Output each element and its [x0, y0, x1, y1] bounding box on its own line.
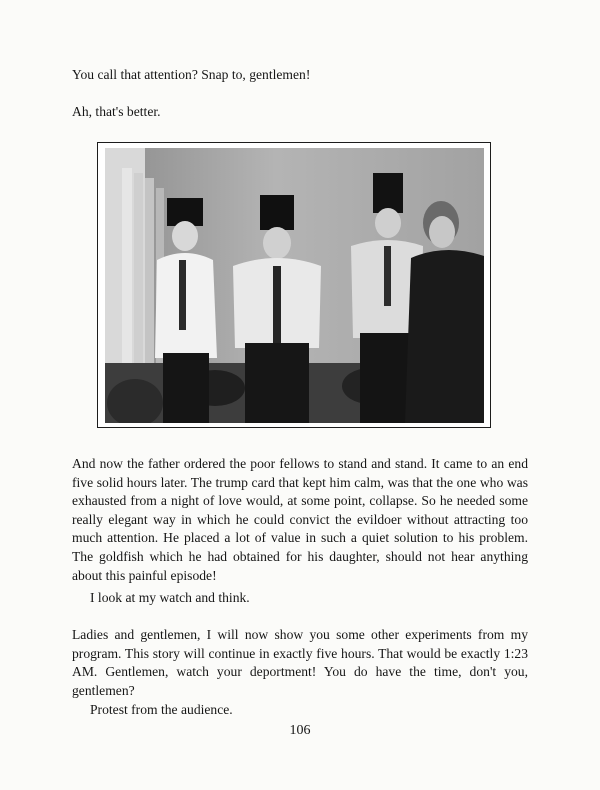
paragraph-watch: I look at my watch and think.	[90, 590, 250, 605]
paragraph-better: Ah, that's better.	[72, 104, 161, 119]
page-number: 106	[289, 723, 311, 738]
photo-four-men-in-hats	[105, 148, 484, 423]
photo-frame	[97, 142, 491, 428]
paragraph-protest: Protest from the audience.	[90, 702, 233, 717]
paragraph-attention: You call that attention? Snap to, gentlemen!	[72, 67, 311, 82]
photo-image	[105, 148, 484, 423]
paragraph-ladies-and-gentlemen: Ladies and gentlemen, I will now show you some other experiments from my program. This story will continue in exactly five hours. That would be exactly 1:23 AM. Gentlemen, watch your deportment! You do have the time, don't you, gentlemen?	[72, 627, 528, 698]
paragraph-story: And now the father ordered the poor fellows to stand and stand. It came to an end five solid hours later. The trump card that kept him calm, was that the one who was exhausted from a night of love would, at some point, collapse. So he needed some really elegant way in which he could convict the evildoer without attracting too much attention. He placed a lot of value in such a quiet solution to his problem. The goldfish which he had obtained for his daughter, should not hear anything about this painful episode!	[72, 456, 528, 583]
